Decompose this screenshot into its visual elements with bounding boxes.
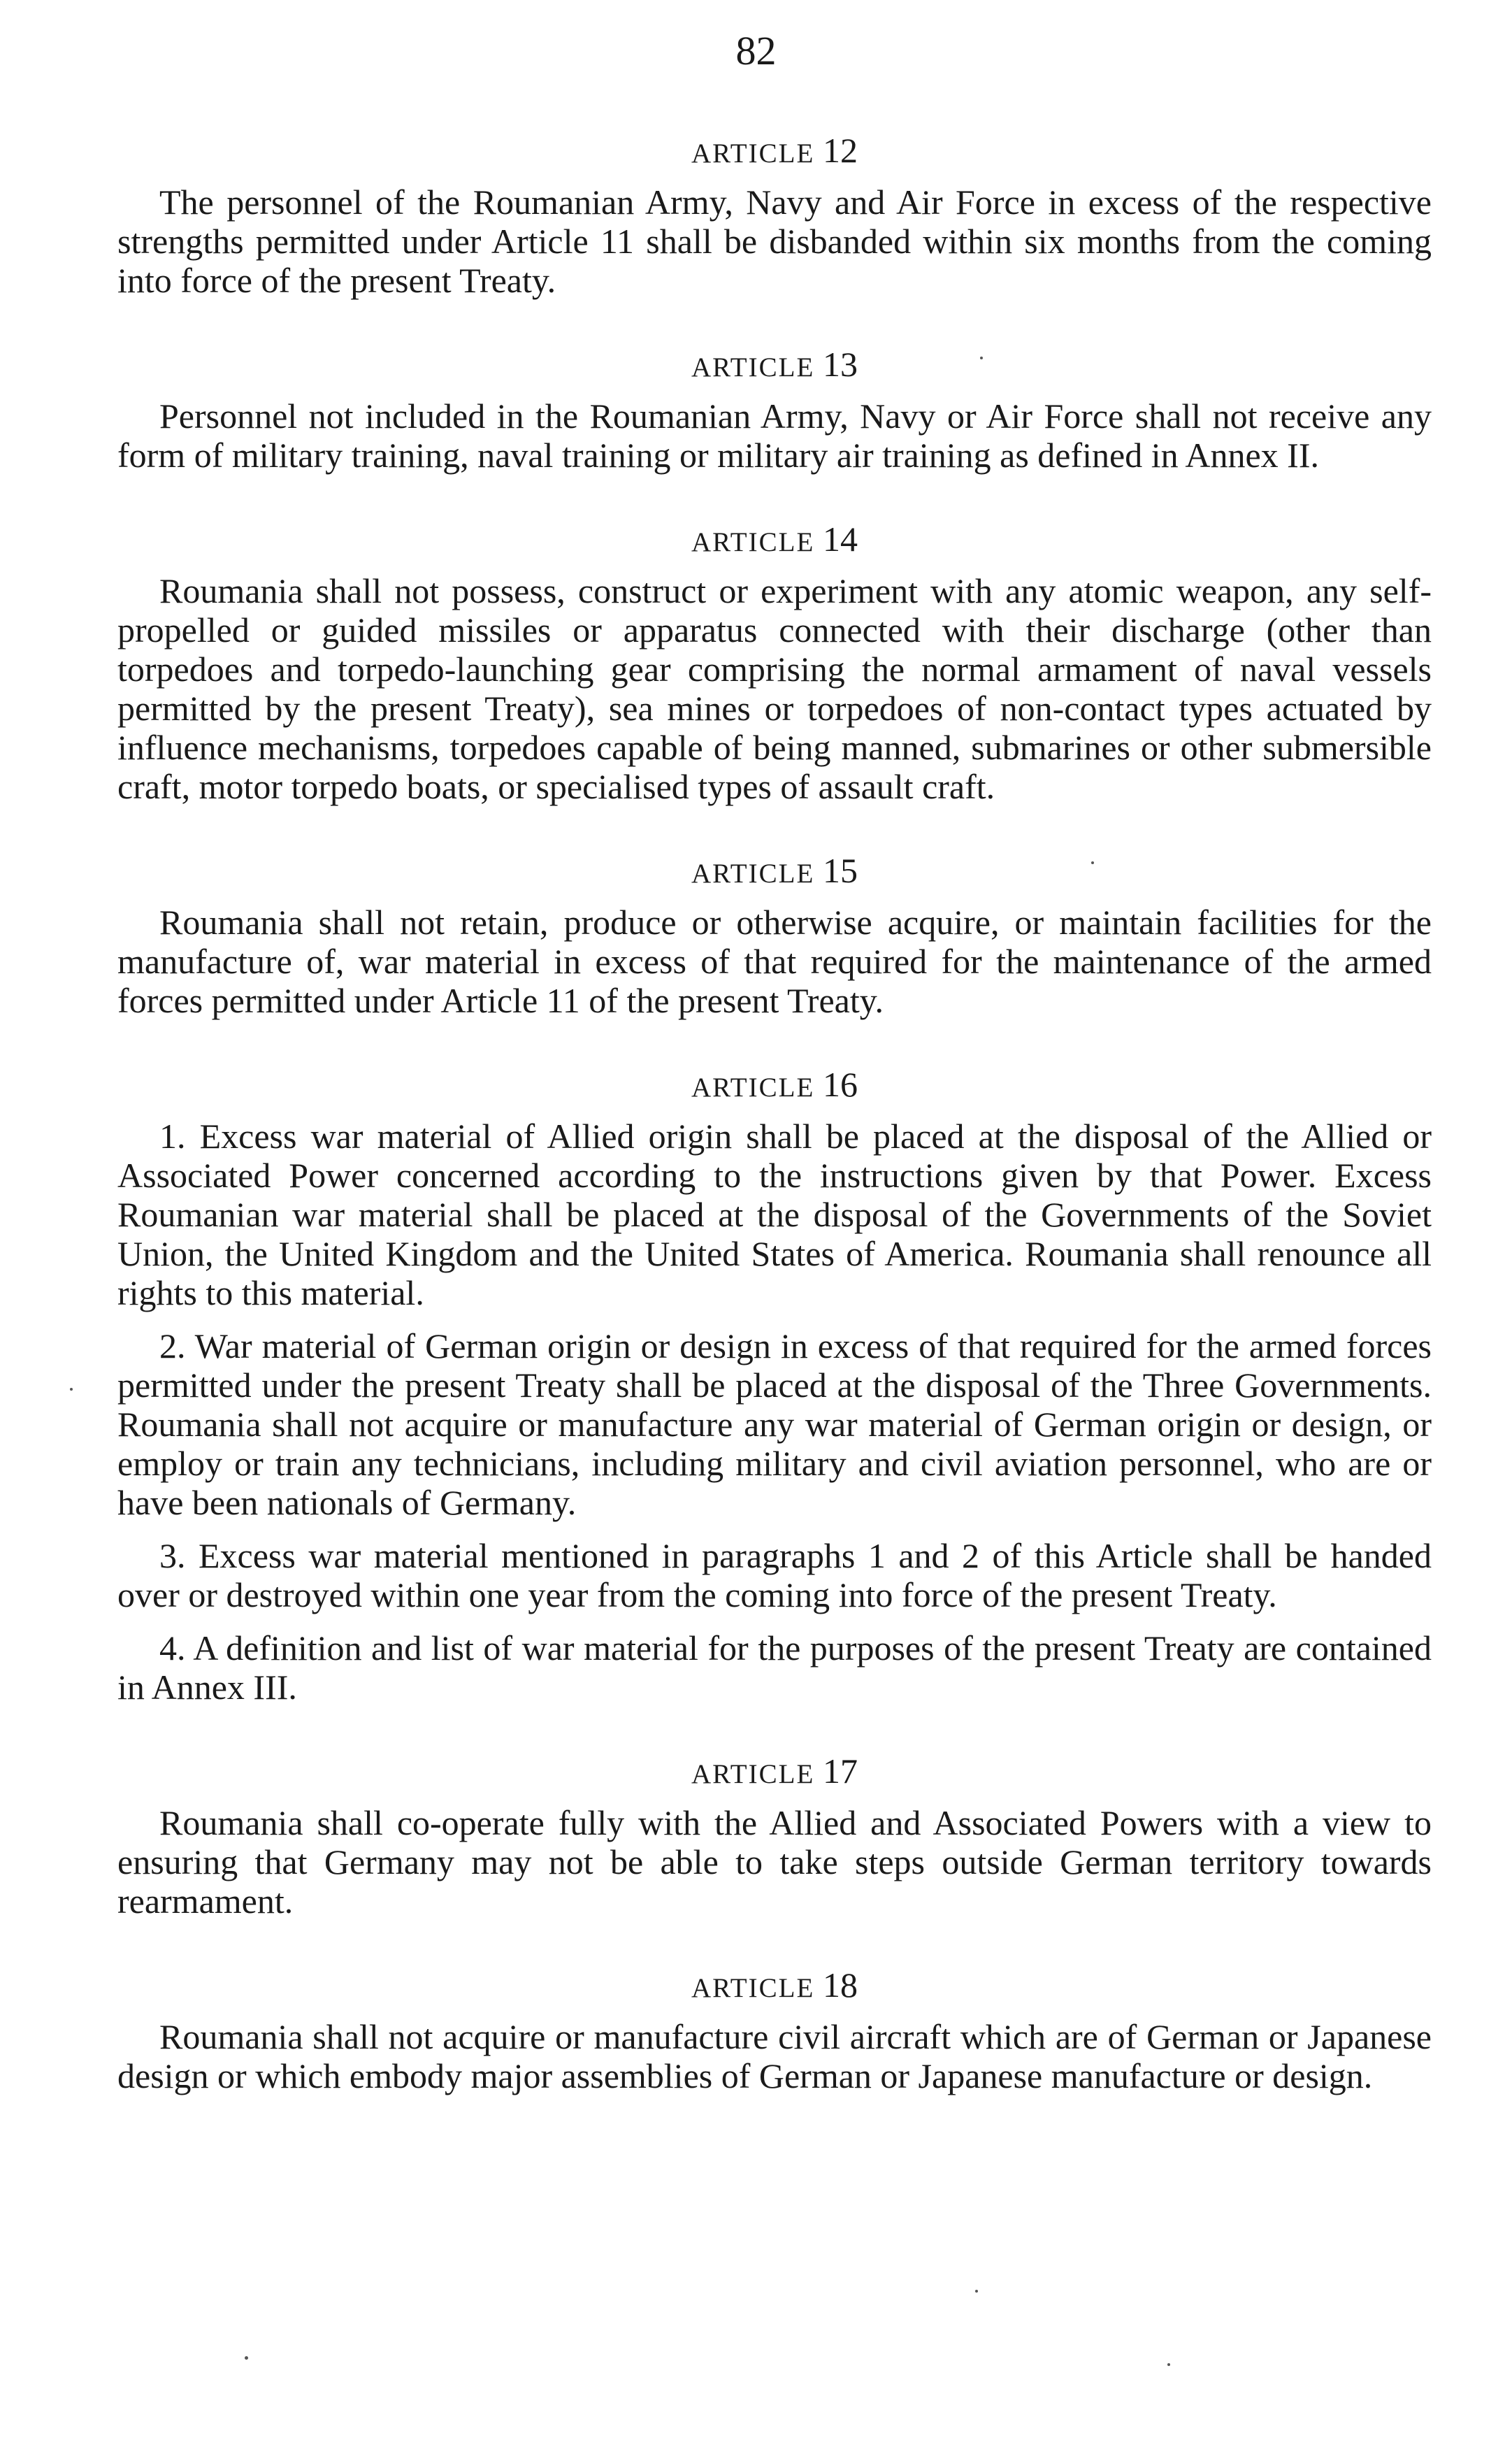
article-16-section [117, 1063, 1432, 1707]
article-15-section [117, 849, 1432, 1020]
article-paragraph: Roumania shall not possess, construct or experiment with any atomic weapon, any self-propelled or guided missiles or apparatus connected with their discharge (other than torpedoes and torpedo-launching gear comprising the normal armament of naval vessels permitted by the present Treaty), sea mines or torpedoes of non-contact types actuated by influence mechanisms, torpedoes capable of being manned, submarines or other submersible craft, motor torpedo boats, or specialised types of assault craft. [117, 571, 1432, 806]
page-content [117, 129, 1432, 2139]
article-number: 12 [823, 131, 858, 170]
article-17-section [117, 1750, 1432, 1921]
article-paragraph: Roumania shall not acquire or manufacture civil aircraft which are of German or Japanese design or which embody major assemblies of German or Japanese manufacture or design. [117, 2017, 1432, 2095]
article-heading [117, 518, 1432, 560]
article-paragraph: 1. Excess war material of Allied origin shall be placed at the disposal of the Allied or Associated Power concerned according to the instructions given by that Power. Excess Roumanian war material shall be placed at the disposal of the Governments of the Soviet Union, the United Kingdom and the United States of America. Roumania shall renounce all rights to this material. [117, 1117, 1432, 1312]
article-14-section [117, 518, 1432, 806]
article-paragraph: Personnel not included in the Roumanian Army, Navy or Air Force shall not receive any form of military training, naval training or military air training as defined in Annex II. [117, 396, 1432, 475]
article-label: ARTICLE [691, 1073, 815, 1103]
article-heading [117, 1964, 1432, 2006]
article-heading [117, 849, 1432, 891]
article-heading [117, 343, 1432, 385]
article-13-section [117, 343, 1432, 475]
article-label: ARTICLE [691, 859, 815, 889]
article-18-section [117, 1964, 1432, 2095]
article-heading [117, 1063, 1432, 1105]
article-paragraph: Roumania shall not retain, produce or otherwise acquire, or maintain facilities for the manufacture of, war material in excess of that required for the maintenance of the armed forces permitted under Article 11 of the present Treaty. [117, 903, 1432, 1020]
article-label: ARTICLE [691, 352, 815, 382]
article-paragraph: Roumania shall co-operate fully with the Allied and Associated Powers with a view to ensuring that Germany may not be able to take steps outside German territory towards rearmament. [117, 1803, 1432, 1921]
article-label: ARTICLE [691, 1973, 815, 2003]
article-number: 18 [823, 1965, 858, 2005]
page-number: 82 [735, 28, 777, 73]
article-number: 13 [823, 345, 858, 384]
article-paragraph: 3. Excess war material mentioned in paragraphs 1 and 2 of this Article shall be handed over or destroyed within one year from the coming into force of the present Treaty. [117, 1536, 1432, 1614]
article-paragraph: 2. War material of German origin or design in excess of that required for the armed forces permitted under the present Treaty shall be placed at the disposal of the Three Governments. Roumania shall not acquire or manufacture any war material of German origin or design, or employ or train any technicians, including military and civil aviation personnel, who are or have been nationals of Germany. [117, 1326, 1432, 1522]
article-paragraph: The personnel of the Roumanian Army, Navy and Air Force in excess of the respective strengths permitted under Article 11 shall be disbanded within six months from the coming into force of the present Treaty. [117, 182, 1432, 300]
article-number: 16 [823, 1065, 858, 1104]
article-label: ARTICLE [691, 1759, 815, 1789]
article-number: 15 [823, 851, 858, 890]
scan-speck [245, 2356, 248, 2360]
article-heading [117, 129, 1432, 171]
article-12-section [117, 129, 1432, 300]
scan-speck [1091, 861, 1094, 864]
article-number: 14 [823, 519, 858, 559]
scan-speck [980, 357, 983, 359]
scan-speck [70, 1388, 73, 1391]
article-label: ARTICLE [691, 138, 815, 168]
article-paragraph: 4. A definition and list of war material for the purposes of the present Treaty are contained in Annex III. [117, 1628, 1432, 1707]
scan-speck [975, 2290, 978, 2293]
article-heading [117, 1750, 1432, 1792]
scan-speck [1167, 2363, 1170, 2366]
article-label: ARTICLE [691, 527, 815, 557]
article-number: 17 [823, 1751, 858, 1791]
